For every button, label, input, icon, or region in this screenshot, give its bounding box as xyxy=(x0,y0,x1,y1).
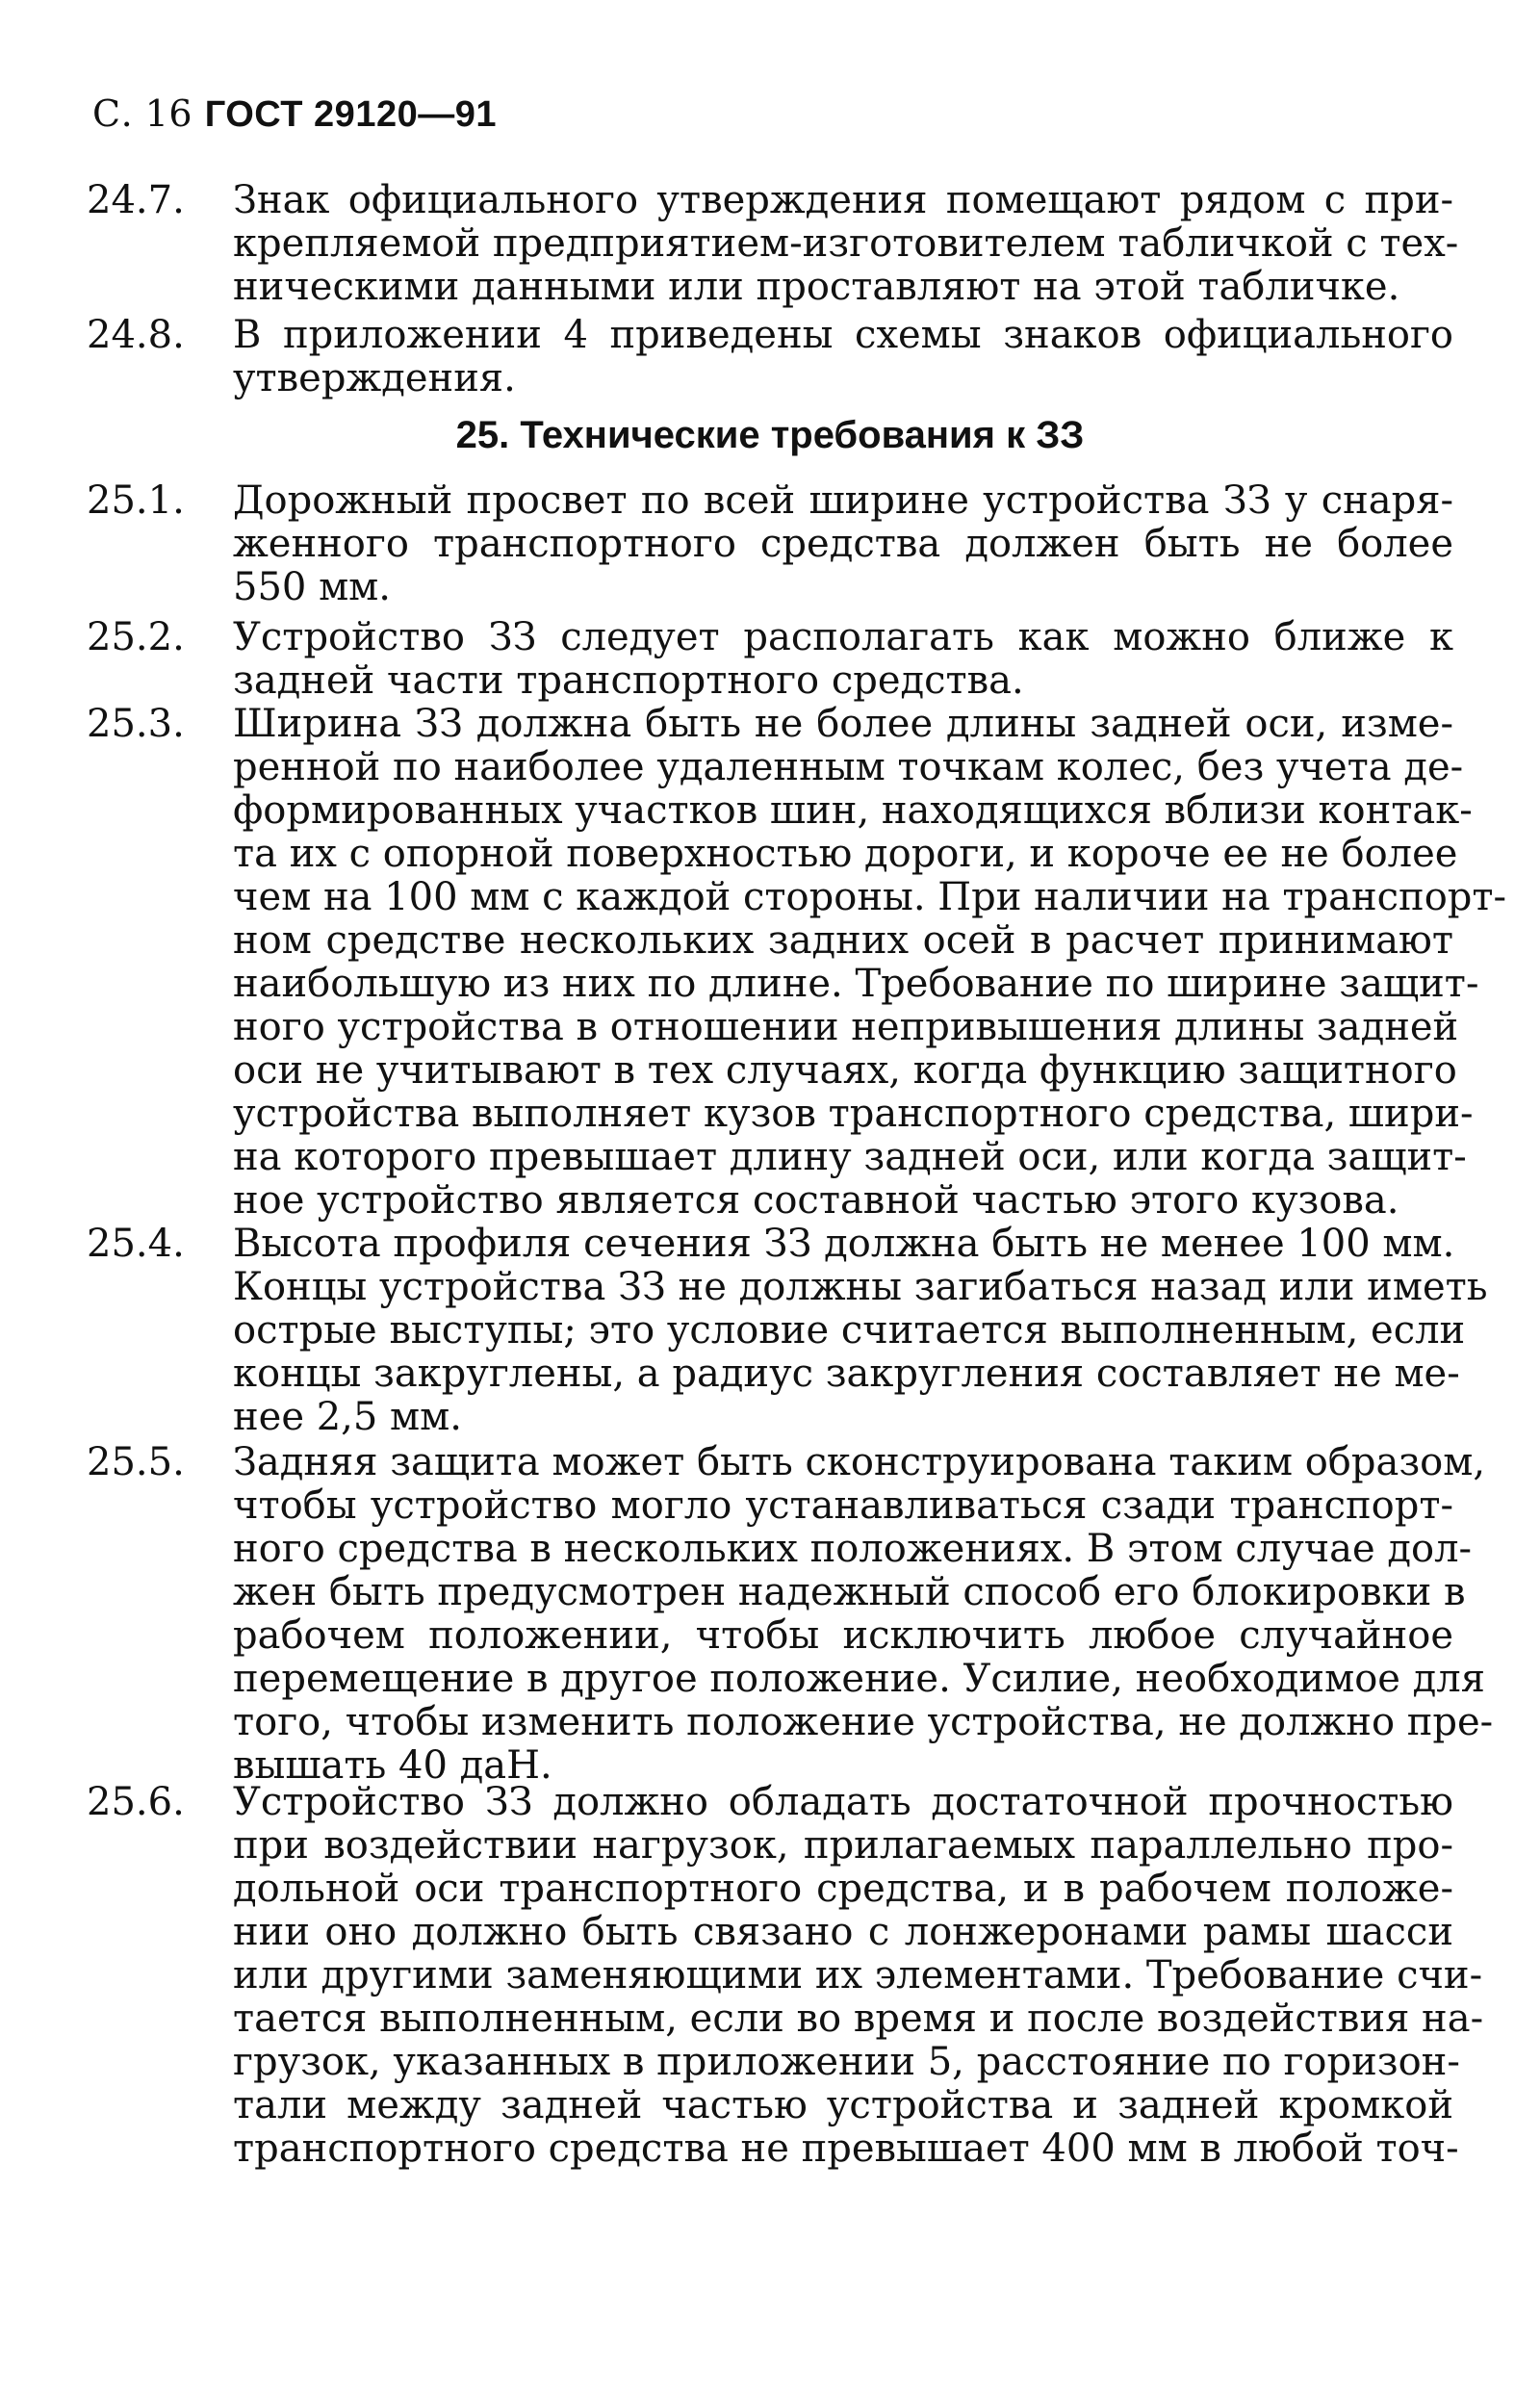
text-line: Дорожный просвет по всей ширине устройства ЗЗ у снаря- xyxy=(233,478,1453,523)
text-line: грузок, указанных в приложении 5, расстояние по горизон- xyxy=(233,2040,1460,2084)
clause-number: 25.5. xyxy=(87,1440,185,1484)
text-line: вышать 40 даН. xyxy=(233,1743,552,1788)
clause-text xyxy=(233,479,1453,609)
text-line: формированных участков шин, находящихся вблизи контак- xyxy=(233,788,1473,833)
document-code: ГОСТ 29120—91 xyxy=(204,94,497,135)
text-line: жен быть предусмотрен надежный способ его блокировки в xyxy=(233,1570,1466,1614)
text-line: Ширина ЗЗ должна быть не более длины задней оси, изме- xyxy=(233,702,1453,746)
clause-text xyxy=(233,1780,1484,2171)
clause-number: 25.4. xyxy=(87,1222,185,1266)
text-line: ном средстве нескольких задних осей в расчет принимают xyxy=(233,918,1453,963)
text-line: нее 2,5 мм. xyxy=(233,1395,462,1439)
text-line: или другими заменяющими их элементами. Требование счи- xyxy=(233,1953,1483,1998)
text-line: нии оно должно быть связано с лонжеронами рамы шасси xyxy=(233,1910,1453,1954)
text-line: оси не учитывают в тех случаях, когда функцию защитного xyxy=(233,1048,1457,1093)
section-title: 25. Технические требования к ЗЗ xyxy=(455,414,1085,456)
text-line: рабочем положении, чтобы исключить любое случайное xyxy=(233,1613,1453,1658)
clause-number: 24.8. xyxy=(87,313,185,357)
text-line: чтобы устройство могло устанавливаться сзади транспорт- xyxy=(233,1483,1453,1528)
text-line: транспортного средства не превышает 400 мм в любой точ- xyxy=(233,2126,1459,2171)
clause-number: 25.2. xyxy=(87,615,185,659)
clause-text xyxy=(233,1440,1494,1788)
page-header xyxy=(92,92,497,136)
text-line: острые выступы; это условие считается выполненным, если xyxy=(233,1308,1466,1353)
text-line: перемещение в другое положение. Усилие, необходимое для xyxy=(233,1657,1485,1701)
text-line: утверждения. xyxy=(233,356,516,400)
text-line: тается выполненным, если во время и после воздействия на- xyxy=(233,1997,1484,2041)
text-line: крепляемой предприятием-изготовителем табличкой с тех- xyxy=(233,221,1459,266)
text-line: Знак официального утверждения помещают рядом с при- xyxy=(233,178,1453,222)
text-line: ного средства в нескольких положениях. В этом случае дол- xyxy=(233,1527,1473,1571)
text-line: задней части транспортного средства. xyxy=(233,658,1024,703)
text-line: ренной по наиболее удаленным точкам колес, без учета де- xyxy=(233,745,1464,789)
text-line: устройства выполняет кузов транспортного средства, шири- xyxy=(233,1092,1474,1136)
text-line: того, чтобы изменить положение устройства, не должно пре- xyxy=(233,1700,1494,1744)
page-number: С. 16 xyxy=(92,92,193,135)
text-line: чем на 100 мм с каждой стороны. При наличии на транспорт- xyxy=(233,875,1507,919)
text-line: при воздействии нагрузок, прилагаемых параллельно про- xyxy=(233,1823,1453,1868)
text-line: та их с опорной поверхностью дороги, и короче ее не более xyxy=(233,832,1458,876)
text-line: дольной оси транспортного средства, и в рабочем положе- xyxy=(233,1867,1453,1911)
text-line: Высота профиля сечения ЗЗ должна быть не менее 100 мм. xyxy=(233,1222,1455,1266)
clause-number: 25.1. xyxy=(87,478,185,523)
clause-text xyxy=(233,314,1453,400)
text-line: наибольшую из них по длине. Требование по ширине защит- xyxy=(233,962,1479,1006)
text-line: ного устройства в отношении непривышения длины задней xyxy=(233,1005,1459,1049)
clause-text xyxy=(233,178,1459,309)
clause-number: 25.3. xyxy=(87,702,185,746)
text-line: на которого превышает длину задней оси, или когда защит- xyxy=(233,1135,1467,1179)
text-line: Устройство ЗЗ должно обладать достаточной прочностью xyxy=(233,1780,1453,1824)
text-line: концы закруглены, а радиус закругления составляет не ме- xyxy=(233,1352,1460,1396)
text-line: ное устройство является составной частью этого кузова. xyxy=(233,1178,1399,1223)
text-line: Концы устройства ЗЗ не должны загибаться назад или иметь xyxy=(233,1265,1488,1309)
clause-text xyxy=(233,702,1507,1223)
text-line: женного транспортного средства должен быть не более xyxy=(233,522,1453,566)
text-line: 550 мм. xyxy=(233,565,392,609)
text-line: Устройство ЗЗ следует располагать как можно ближе к xyxy=(233,615,1453,659)
clause-number: 24.7. xyxy=(87,178,185,222)
text-line: тали между задней частью устройства и задней кромкой xyxy=(233,2083,1453,2127)
text-line: В приложении 4 приведены схемы знаков официального xyxy=(233,313,1453,357)
clause-text xyxy=(233,616,1453,703)
clause-text xyxy=(233,1222,1488,1439)
clause-number: 25.6. xyxy=(87,1780,185,1824)
text-line: Задняя защита может быть сконструирована таким образом, xyxy=(233,1440,1486,1484)
text-line: ническими данными или проставляют на этой табличке. xyxy=(233,265,1400,309)
